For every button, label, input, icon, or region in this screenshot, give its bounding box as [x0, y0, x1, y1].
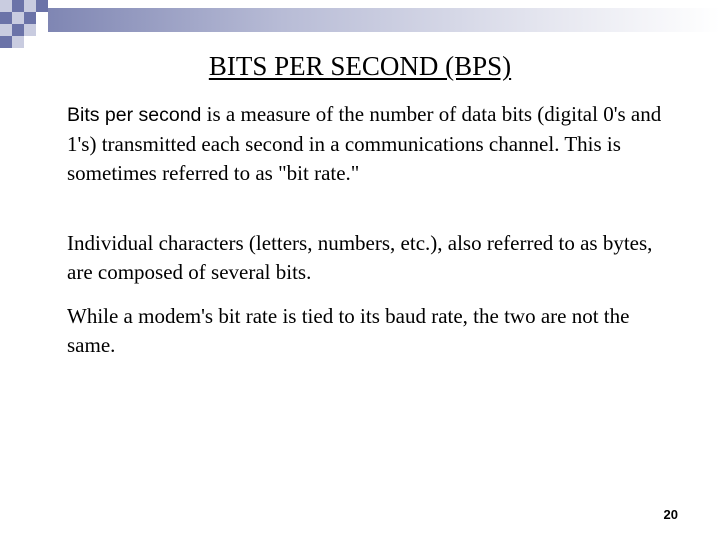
decorative-square [24, 0, 36, 12]
decorative-square [0, 12, 12, 24]
decorative-square [0, 36, 12, 48]
decorative-square [0, 0, 12, 12]
paragraph-characters: Individual characters (letters, numbers, etc.), also referred to as bytes, are composed of several bits. [67, 231, 653, 284]
paragraph-modem: While a modem's bit rate is tied to its baud rate, the two are not the same. [67, 304, 630, 357]
slide-title: BITS PER SECOND (BPS) [208, 51, 512, 81]
paragraph-definition [67, 100, 667, 188]
decorative-square [0, 24, 12, 36]
decorative-square [24, 12, 36, 24]
decorative-square [12, 36, 24, 48]
decorative-square [12, 0, 24, 12]
decorative-square [12, 12, 24, 24]
decorative-gradient-band [48, 8, 720, 32]
decorative-square [24, 24, 36, 36]
paragraph-definition-text: is a measure of the number of data bits (digital 0's and 1's) transmitted each second in a communications channel. This is sometimes referred to as "bit rate." [67, 102, 662, 185]
decorative-square [12, 24, 24, 36]
page-number: 20 [663, 507, 678, 522]
decorative-square [36, 0, 48, 12]
paragraph-lead-term: Bits per second [67, 104, 202, 126]
decorative-header-pattern [0, 0, 720, 50]
